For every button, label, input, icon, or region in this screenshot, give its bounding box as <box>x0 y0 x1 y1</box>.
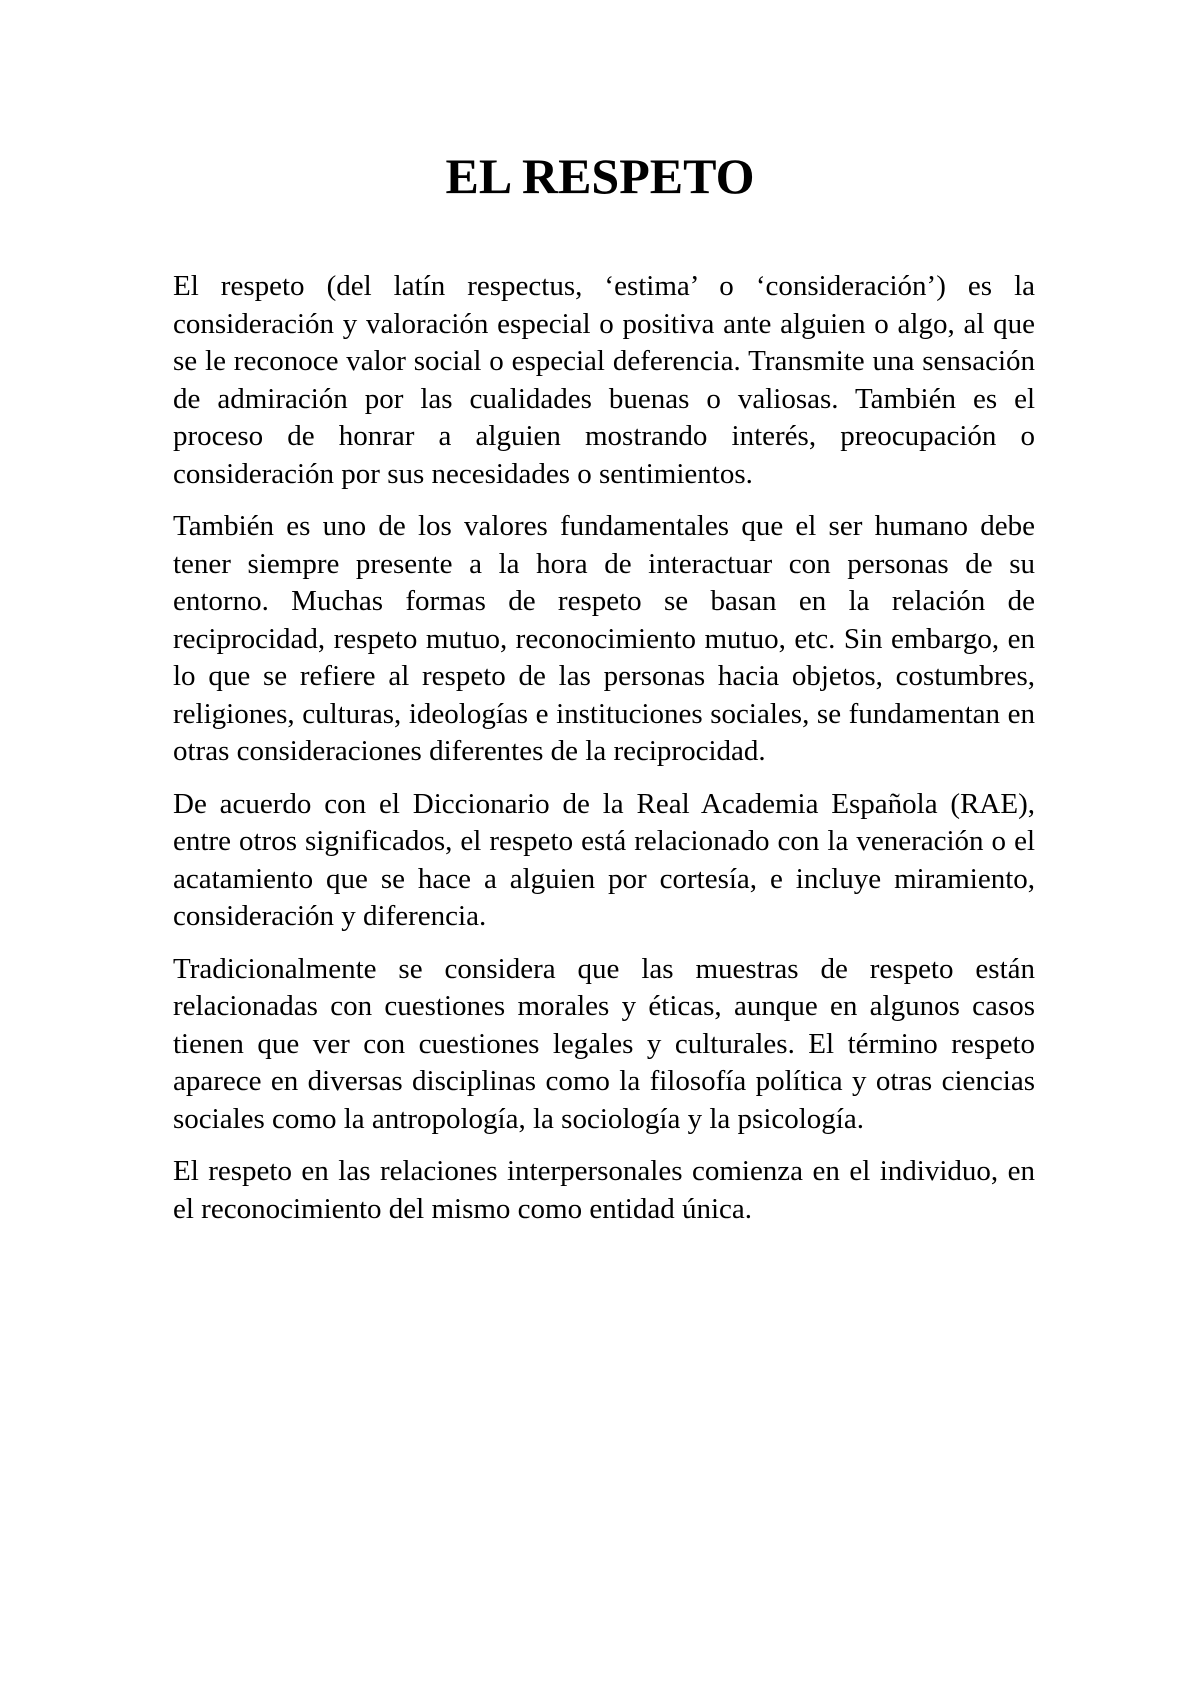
paragraph-4: Tradicionalmente se considera que las muestras de respeto están relacionadas con cuestiones morales y éticas, aunque en algunos casos tienen que ver con cuestiones legales y culturales. El término respeto aparece en diversas disciplinas como la filosofía política y otras ciencias sociales como la antropología, la sociología y la psicología. <box>173 952 1035 1135</box>
document-title: EL RESPETO <box>445 148 755 204</box>
paragraph-1: El respeto (del latín respectus, ‘estima’ o ‘consideración’) es la consideración y valoración especial o positiva ante alguien o algo, al que se le reconoce valor social o especial deferencia. Transmite una sensación de admiración por las cualidades buenas o valiosas. También es el proceso de honrar a alguien mostrando interés, preocupación o consideración por sus necesidades o sentimientos. <box>173 270 1035 490</box>
paragraph-3: De acuerdo con el Diccionario de la Real Academia Española (RAE), entre otros significados, el respeto está relacionado con la veneración o el acatamiento que se hace a alguien por cortesía, e incluye miramiento, consideración y diferencia. <box>173 787 1035 932</box>
paragraph-5: El respeto en las relaciones interpersonales comienza en el individuo, en el reconocimiento del mismo como entidad única. <box>173 1155 1035 1225</box>
document-body <box>173 268 1035 1243</box>
paragraph-2: También es uno de los valores fundamentales que el ser humano debe tener siempre presente a la hora de interactuar con personas de su entorno. Muchas formas de respeto se basan en la relación de reciprocidad, respeto mutuo, reconocimiento mutuo, etc. Sin embargo, en lo que se refiere al respeto de las personas hacia objetos, costumbres, religiones, culturas, ideologías e instituciones sociales, se fundamentan en otras consideraciones diferentes de la reciprocidad. <box>173 510 1035 767</box>
